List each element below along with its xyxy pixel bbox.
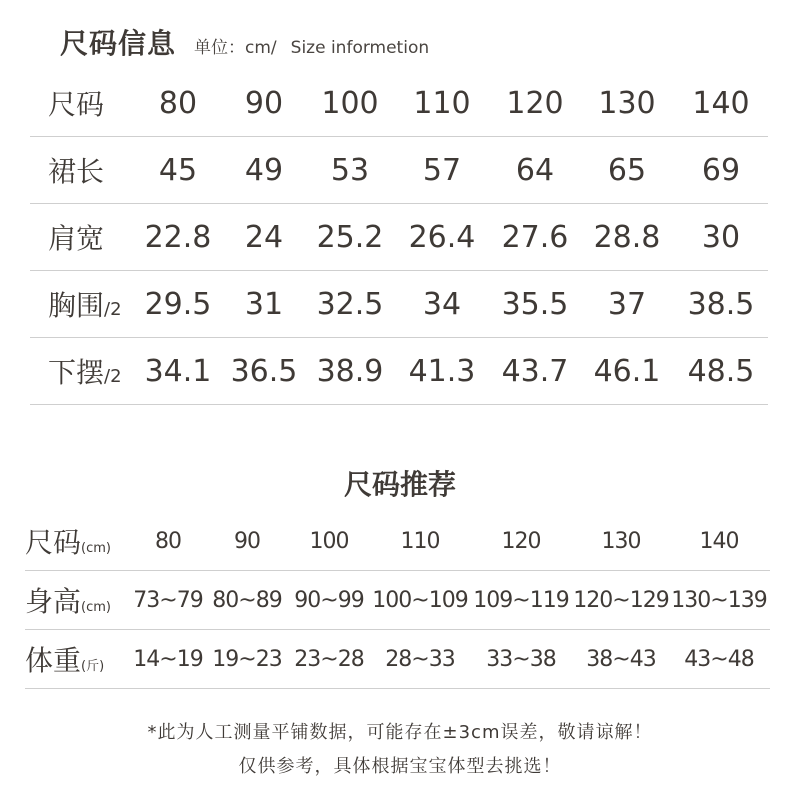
reference-note: 仅供参考，具体根据宝宝体型去挑选！	[238, 756, 562, 777]
size-info-unit: 单位：cm/	[194, 38, 277, 58]
table-row	[30, 137, 768, 204]
table-cell: 24	[244, 219, 284, 255]
table-cell: 64	[515, 152, 555, 188]
size-info-table	[30, 70, 768, 405]
size-recommend-title: 尺码推荐	[343, 468, 456, 501]
measurement-note: *此为人工测量平铺数据，可能存在±3cm误差，敬请谅解！	[147, 722, 653, 743]
table-cell: 140	[699, 528, 739, 554]
table-cell: 34.1	[144, 353, 212, 389]
table-cell: 30	[701, 219, 741, 255]
table-cell: 73~79	[133, 587, 203, 613]
size-info-subtitle: Size informetion	[290, 38, 430, 58]
table-cell: 140	[692, 85, 750, 121]
table-cell: 35.5	[501, 286, 569, 322]
table-cell: 80	[158, 85, 198, 121]
table-row	[30, 338, 768, 405]
table-cell: 100	[321, 85, 379, 121]
table-cell: 90	[234, 528, 260, 554]
table-cell: 29.5	[144, 286, 212, 322]
table-cell: 38.9	[316, 353, 384, 389]
size-info-title: 尺码信息	[60, 27, 177, 60]
table-row	[25, 512, 770, 571]
row-label: 胸围/2	[48, 289, 122, 322]
table-cell: 38.5	[687, 286, 755, 322]
table-cell: 110	[400, 528, 440, 554]
size-recommend-table	[25, 512, 770, 689]
table-cell: 120	[501, 528, 541, 554]
table-cell: 33~38	[486, 646, 556, 672]
table-cell: 26.4	[408, 219, 476, 255]
table-cell: 36.5	[230, 353, 298, 389]
table-row	[30, 70, 768, 137]
table-cell: 38~43	[586, 646, 656, 672]
table-cell: 22.8	[144, 219, 212, 255]
table-cell: 109~119	[473, 587, 569, 613]
table-cell: 130	[598, 85, 656, 121]
table-row	[25, 630, 770, 689]
table-cell: 110	[413, 85, 471, 121]
table-cell: 65	[607, 152, 647, 188]
row-label: 尺码(cm)	[25, 526, 111, 559]
table-cell: 120	[506, 85, 564, 121]
table-cell: 90~99	[294, 587, 364, 613]
table-cell: 53	[330, 152, 370, 188]
table-cell: 130~139	[671, 587, 767, 613]
table-cell: 80	[155, 528, 181, 554]
size-info-heading	[60, 22, 429, 62]
table-cell: 32.5	[316, 286, 384, 322]
table-cell: 37	[607, 286, 647, 322]
table-cell: 31	[244, 286, 284, 322]
table-cell: 28.8	[593, 219, 661, 255]
table-cell: 41.3	[408, 353, 476, 389]
table-cell: 27.6	[501, 219, 569, 255]
table-cell: 130	[601, 528, 641, 554]
table-cell: 48.5	[687, 353, 755, 389]
table-row	[30, 204, 768, 271]
row-label: 尺码	[48, 88, 105, 121]
table-cell: 49	[244, 152, 284, 188]
table-cell: 69	[701, 152, 741, 188]
table-cell: 19~23	[212, 646, 282, 672]
table-cell: 34	[422, 286, 462, 322]
table-cell: 28~33	[385, 646, 455, 672]
table-cell: 45	[158, 152, 198, 188]
table-cell: 90	[244, 85, 284, 121]
table-cell: 80~89	[212, 587, 282, 613]
table-row	[30, 271, 768, 338]
row-label: 裙长	[48, 155, 105, 188]
table-cell: 100~109	[372, 587, 468, 613]
table-cell: 14~19	[133, 646, 203, 672]
row-label: 下摆/2	[48, 356, 122, 389]
row-label: 身高(cm)	[25, 585, 111, 618]
table-row	[25, 571, 770, 630]
table-cell: 23~28	[294, 646, 364, 672]
table-cell: 43~48	[684, 646, 754, 672]
table-cell: 57	[422, 152, 462, 188]
table-cell: 43.7	[501, 353, 569, 389]
table-cell: 100	[309, 528, 349, 554]
row-label: 体重(斤)	[25, 644, 105, 677]
table-cell: 46.1	[593, 353, 661, 389]
row-label: 肩宽	[48, 222, 105, 255]
table-cell: 120~129	[573, 587, 669, 613]
table-cell: 25.2	[316, 219, 384, 255]
